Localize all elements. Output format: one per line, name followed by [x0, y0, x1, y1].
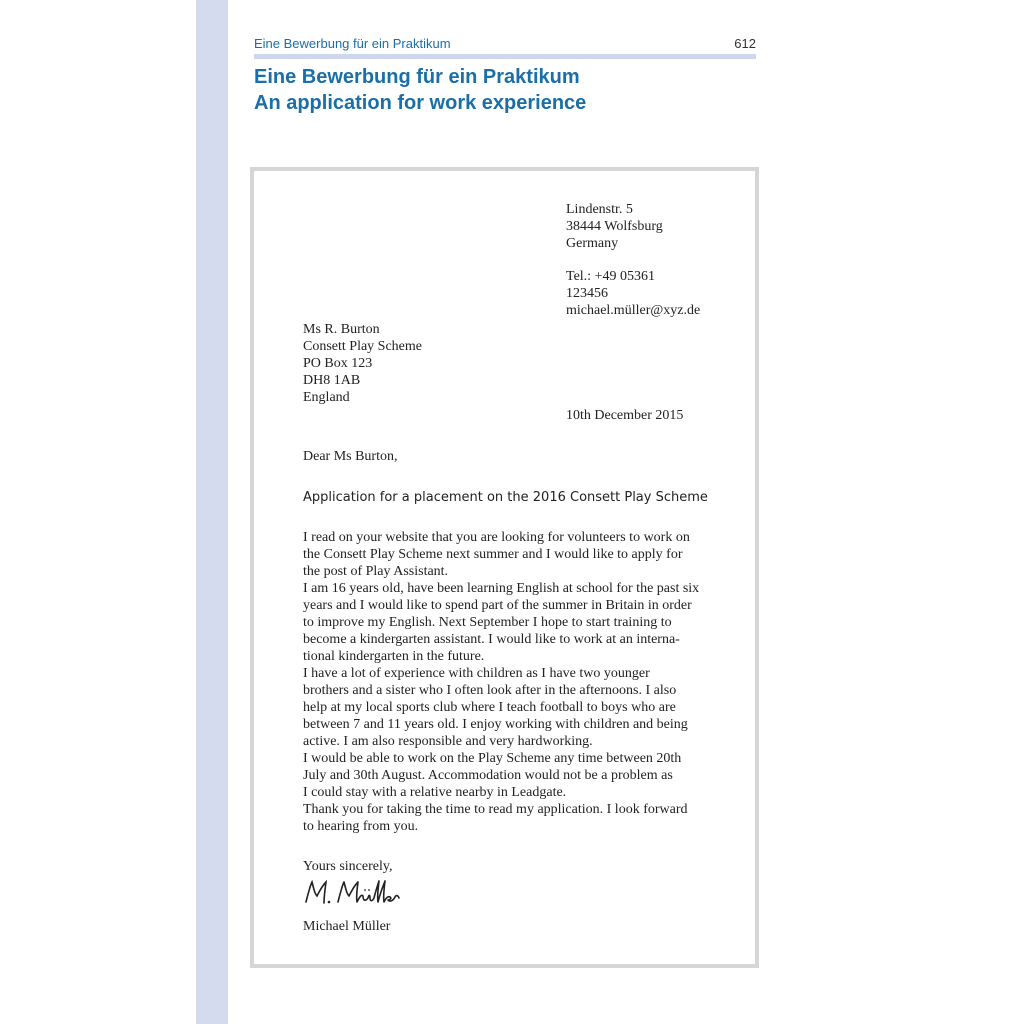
body-paragraph [303, 801, 713, 835]
body-line: between 7 and 11 years old. I enjoy working with children and being [303, 717, 688, 732]
body-paragraph [303, 750, 713, 801]
sender-phone-line-2: 123456 [566, 286, 608, 301]
recipient-line: England [303, 390, 350, 405]
sender-address [566, 201, 746, 319]
recipient-line: Ms R. Burton [303, 322, 380, 337]
body-paragraph [303, 580, 713, 665]
page-title-german: Eine Bewerbung für ein Praktikum [254, 66, 580, 88]
recipient-address [303, 321, 523, 406]
signer-name: Michael Müller [303, 919, 391, 934]
body-line: brothers and a sister who I often look after in the afternoons. I also [303, 683, 677, 698]
body-line: years and I would like to spend part of the summer in Britain in order [303, 598, 692, 613]
spacer [566, 252, 746, 268]
page-number: 612 [734, 36, 756, 51]
sender-city: 38444 Wolfsburg [566, 219, 663, 234]
body-line: I am 16 years old, have been learning English at school for the past six [303, 581, 700, 596]
body-paragraph [303, 665, 713, 750]
sender-phone-line-1: Tel.: +49 05361 [566, 269, 655, 284]
letter-date: 10th December 2015 [566, 408, 684, 423]
body-line: to hearing from you. [303, 819, 419, 834]
body-line: I have a lot of experience with children as I have two younger [303, 666, 650, 681]
body-line: Thank you for taking the time to read my application. I look forward [303, 802, 688, 817]
page-title-english: An application for work experience [254, 92, 587, 114]
sender-email: michael.müller@xyz.de [566, 303, 701, 318]
body-line: become a kindergarten assistant. I would like to work at an interna- [303, 632, 680, 647]
body-line: the Consett Play Scheme next summer and I would like to apply for [303, 547, 683, 562]
handwritten-signature [302, 876, 412, 910]
salutation: Dear Ms Burton, [303, 449, 398, 464]
recipient-line: PO Box 123 [303, 356, 373, 371]
letter-frame [250, 167, 759, 968]
body-paragraph [303, 529, 713, 580]
body-line: active. I am also responsible and very hardworking. [303, 734, 593, 749]
running-header-title: Eine Bewerbung für ein Praktikum [254, 36, 451, 51]
body-line: I would be able to work on the Play Scheme any time between 20th [303, 751, 682, 766]
body-line: I read on your website that you are looking for volunteers to work on [303, 530, 690, 545]
header-rule [254, 54, 756, 59]
complimentary-close: Yours sincerely, [303, 859, 393, 874]
recipient-line: Consett Play Scheme [303, 339, 422, 354]
body-line: tional kindergarten in the future. [303, 649, 485, 664]
body-line: July and 30th August. Accommodation would not be a problem as [303, 768, 673, 783]
sender-street: Lindenstr. 5 [566, 202, 633, 217]
recipient-line: DH8 1AB [303, 373, 361, 388]
page-title [254, 64, 814, 116]
sender-country: Germany [566, 236, 619, 251]
body-line: help at my local sports club where I teach football to boys who are [303, 700, 676, 715]
side-color-band [196, 0, 228, 1024]
body-line: the post of Play Assistant. [303, 564, 449, 579]
letter-body [303, 529, 713, 835]
running-header [254, 36, 756, 54]
body-line: to improve my English. Next September I hope to start training to [303, 615, 672, 630]
body-line: I could stay with a relative nearby in Leadgate. [303, 785, 567, 800]
letter-subject: Application for a placement on the 2016 Consett Play Scheme [303, 490, 708, 505]
